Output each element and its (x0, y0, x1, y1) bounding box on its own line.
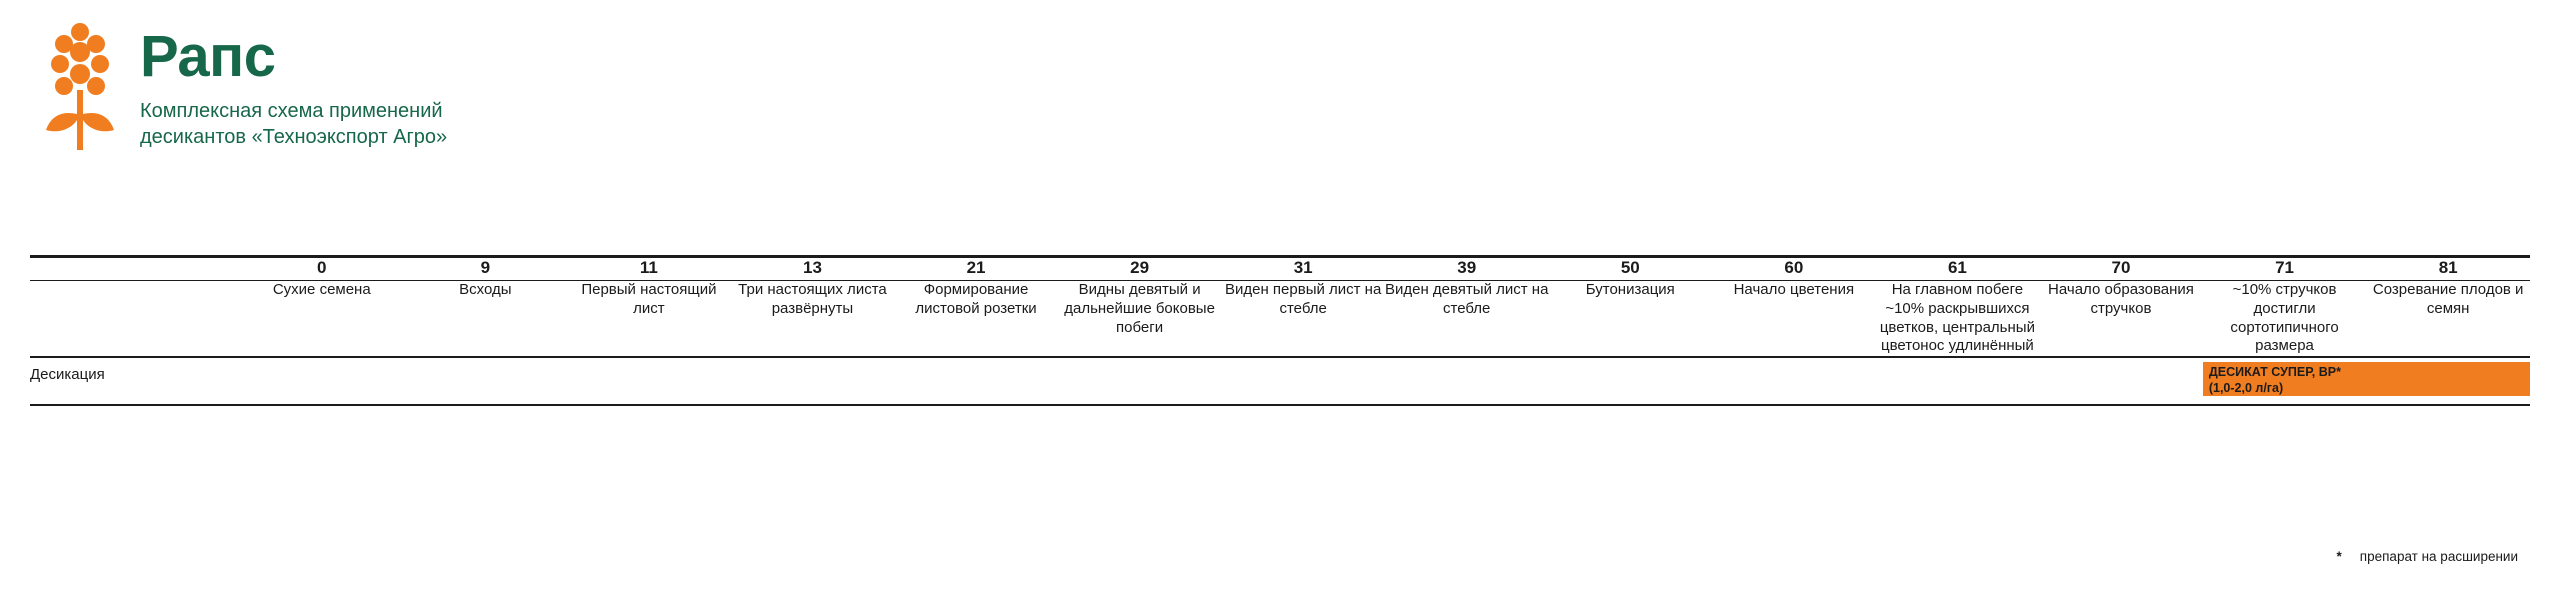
desiccation-row (30, 358, 2530, 404)
stage-name-61: На главном побеге ~10% раскрывшихся цветков, центральный цветонос удлинённый (1879, 281, 2035, 355)
stage-name-spacer (30, 281, 240, 356)
rapeseed-flower-icon (30, 18, 130, 168)
footnote (2337, 549, 2518, 564)
stage-table (30, 258, 2530, 280)
page-subtitle-line2: десикантов «Техноэкспорт Агро» (140, 126, 448, 148)
stage-name-70: Начало образования стручков (2048, 281, 2194, 317)
stage-name-table (30, 281, 2530, 356)
stage-code-13: 13 (803, 258, 822, 277)
stage-code-39: 39 (1457, 258, 1477, 277)
stage-name-39: Виден девятый лист на стебле (1384, 281, 1549, 317)
stage-name-29: Видны девятый и дальнейшие боковые побеги (1064, 281, 1215, 336)
stage-code-11: 11 (639, 258, 658, 277)
stage-name-11: Первый настоящий лист (581, 281, 717, 317)
application-bar-desikat-super[interactable] (2203, 362, 2530, 396)
stage-name-81: Созревание плодов и семян (2372, 281, 2524, 317)
stage-code-9: 9 (480, 258, 491, 277)
stage-code-71: 71 (2275, 258, 2294, 277)
stage-name-13: Три настоящих листа развёрнуты (738, 281, 887, 317)
stage-name-60: Начало цветения (1733, 281, 1855, 298)
stage-code-70: 70 (2111, 258, 2131, 277)
stage-code-21: 21 (966, 258, 986, 277)
application-bar-product: ДЕСИКАТ СУПЕР, ВР* (2208, 365, 2341, 379)
stage-code-81: 81 (2438, 258, 2458, 277)
stage-code-61: 61 (1947, 258, 1967, 277)
page-subtitle-line1: Комплексная схема применений (140, 100, 443, 122)
page-header (30, 18, 447, 168)
stage-code-row (30, 258, 2530, 280)
application-bar-dose: (1,0-2,0 л/га) (2208, 380, 2284, 395)
brand-block (140, 18, 447, 150)
stage-code-31: 31 (1293, 258, 1313, 277)
application-scheme-chart (30, 255, 2530, 406)
stage-name-71: ~10% стручков достигли сортотипичного размера (2230, 281, 2339, 355)
chart-footer-rule (30, 404, 2530, 406)
stage-code-60: 60 (1784, 258, 1804, 277)
footnote-marker: * (2336, 549, 2342, 564)
desiccation-row-label: Десикация (30, 366, 105, 383)
footnote-text: препарат на расширении (2359, 549, 2518, 564)
stage-name-21: Формирование листовой розетки (915, 281, 1037, 317)
stage-name-31: Виден первый лист на стебле (1224, 281, 1382, 317)
page-subtitle (140, 98, 447, 150)
stage-code-50: 50 (1620, 258, 1640, 277)
stage-name-0: Сухие семена (272, 281, 371, 298)
stage-name-9: Всходы (459, 281, 512, 298)
stage-name-50: Бутонизация (1585, 281, 1675, 298)
page-title: Рапс (140, 24, 276, 89)
stage-code-0: 0 (317, 258, 327, 277)
stage-code-29: 29 (1130, 258, 1150, 277)
stage-code-spacer (30, 258, 240, 280)
stage-name-row (30, 281, 2530, 356)
